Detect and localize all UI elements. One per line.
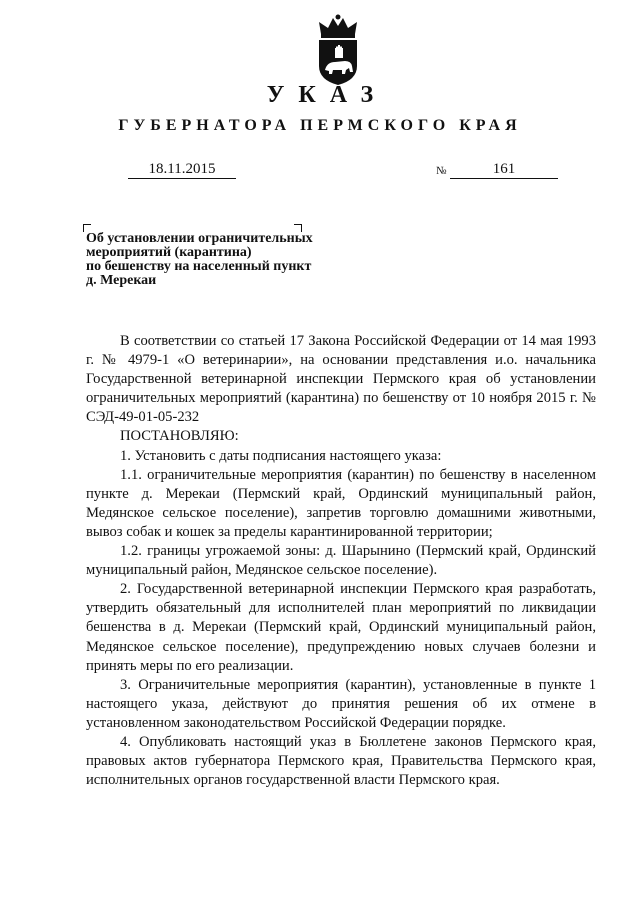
clause-1-1-paragraph: 1.1. ограничительные мероприятия (карантин) по бешенству в населенном пункте д. Мерекаи (Пермский край, Ординский муниципальный район, Медянское сельское поселение), запретив торговлю домашними животными, вывоз собак и кошек за пределы карантинированной территории; (86, 466, 596, 540)
document-issuer: ГУБЕРНАТОРА ПЕРМСКОГО КРАЯ (118, 117, 522, 134)
heading-line: Об установлении ограничительных (86, 231, 313, 246)
heading-line: по бешенству на населенный пункт (86, 259, 312, 274)
clause-2-paragraph: 2. Государственной ветеринарной инспекции Пермского края разработать, утвердить обязательный для исполнителей план мероприятий по ликвидации бешенства в д. Мерекаи (Пермский край, Ординский муниципальный район, Медянское сельское поселение), предупреждению новых случаев болезни и принять меры по его реализации. (86, 581, 596, 674)
decree-number: 161 (450, 160, 558, 179)
decree-date: 18.11.2015 (128, 160, 236, 179)
document-title: УКАЗ (266, 82, 388, 108)
perm-krai-coat-of-arms-icon (311, 14, 365, 86)
preamble-paragraph: В соответствии со статьей 17 Закона Российской Федерации от 14 мая 1993 г. № 4979-1 «О ветеринарии», на основании представления и.о. начальника Государственной ветеринарной инспекции Пермского края об установлении ограничительных мероприятий (карантина) по бешенству от 10 ноября 2015 г. № СЭД-49-01-05-232 (86, 333, 596, 426)
clause-3-paragraph: 3. Ограничительные мероприятия (карантин), установленные в пункте 1 настоящего указа, действуют до принятия решения об их отмене в установленном законодательством Российской Федерации порядке. (86, 676, 596, 731)
heading-line: д. Мерекаи (86, 273, 157, 288)
number-sign: № (436, 165, 447, 177)
heading-line: мероприятий (карантина) (86, 245, 252, 260)
decree-body (86, 332, 596, 790)
resolve-paragraph: ПОСТАНОВЛЯЮ: (120, 428, 239, 445)
decree-heading (86, 232, 346, 288)
clause-1-paragraph: 1. Установить с даты подписания настоящего указа: (120, 447, 442, 464)
clause-1-2-paragraph: 1.2. границы угрожаемой зоны: д. Шарынино (Пермский край, Ординский муниципальный район, Медянское сельское поселение). (86, 543, 596, 579)
clause-4-paragraph: 4. Опубликовать настоящий указ в Бюллетене законов Пермского края, правовых актов губернатора Пермского края, Правительства Пермского края, исполнительных органов государственной власти Пермского края. (86, 733, 596, 789)
